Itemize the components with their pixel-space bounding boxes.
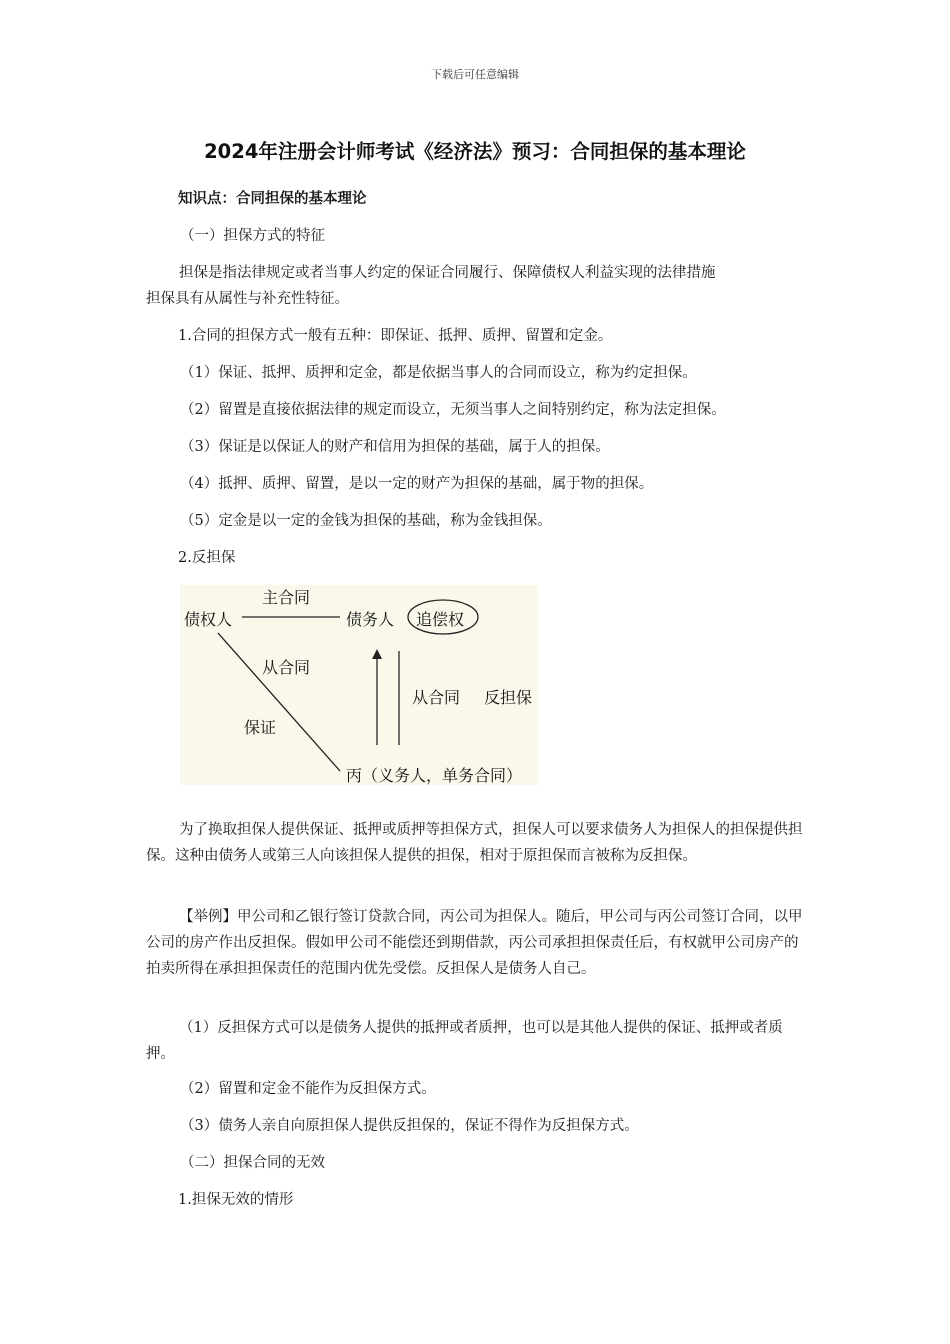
diagram-main-contract: 主合同	[262, 588, 311, 607]
diagram-guarantee: 保证	[244, 718, 277, 737]
list-item-1: 1.合同的担保方式一般有五种：即保证、抵押、质押、留置和定金。	[178, 328, 613, 344]
diagram-creditor: 债权人	[184, 610, 233, 629]
paragraph-counter-1: （1）反担保方式可以是债务人提供的抵押或者质押，也可以是其他人提供的保证、抵押或者质押。	[146, 1020, 783, 1062]
diagram-counter-guarantee: 反担保	[484, 688, 533, 707]
counter-guarantee-diagram	[180, 585, 538, 785]
paragraph-definition: 担保是指法律规定或者当事人约定的保证合同履行、保障债权人利益实现的法律措施	[179, 265, 716, 281]
paragraph-counter-2: （2）留置和定金不能作为反担保方式。	[180, 1081, 436, 1097]
paragraph-definition-cont: 担保具有从属性与补充性特征。	[146, 291, 349, 307]
diagram-recourse: 追偿权	[416, 610, 465, 629]
list-item-1-4: （4）抵押、质押、留置，是以一定的财产为担保的基础，属于物的担保。	[180, 476, 654, 492]
section-heading: 知识点：合同担保的基本理论	[178, 191, 367, 207]
list-item-2: 2.反担保	[178, 550, 236, 566]
diagram-debtor: 债务人	[346, 610, 395, 629]
page-header: 下载后可任意编辑	[431, 68, 519, 81]
subsection-heading-1: （一）担保方式的特征	[180, 228, 325, 244]
paragraph-example: 【举例】甲公司和乙银行签订贷款合同，丙公司为担保人。随后，甲公司与丙公司签订合同，以甲公司的房产作出反担保。假如甲公司不能偿还到期借款，丙公司承担担保责任后，有权就甲公司房产的拍卖所得在承担担保责任的范围内优先受偿。反担保人是债务人自己。	[146, 909, 803, 977]
paragraph-counter-3: （3）债务人亲自向原担保人提供反担保的，保证不得作为反担保方式。	[180, 1118, 639, 1134]
list-item-1-1: （1）保证、抵押、质押和定金，都是依据当事人的合同而设立，称为约定担保。	[180, 365, 697, 381]
list-item-1-2: （2）留置是直接依据法律的规定而设立，无须当事人之间特别约定，称为法定担保。	[180, 402, 726, 418]
diagram-third-party: 丙（义务人，单务合同）	[346, 766, 523, 785]
diagram-sub-contract-left: 从合同	[262, 658, 311, 677]
list-item-1-5: （5）定金是以一定的金钱为担保的基础，称为金钱担保。	[180, 513, 552, 529]
subsection-heading-2: （二）担保合同的无效	[180, 1155, 325, 1171]
list-item-1-3: （3）保证是以保证人的财产和信用为担保的基础，属于人的担保。	[180, 439, 610, 455]
paragraph-counter-guarantee: 为了换取担保人提供保证、抵押或质押等担保方式，担保人可以要求债务人为担保人的担保提供担保。这种由债务人或第三人向该担保人提供的担保，相对于原担保而言被称为反担保。	[146, 822, 803, 864]
document-title: 2024年注册会计师考试《经济法》预习：合同担保的基本理论	[204, 140, 746, 163]
diagram-sub-contract-right: 从合同	[412, 688, 461, 707]
list-item-invalid: 1.担保无效的情形	[178, 1192, 294, 1208]
